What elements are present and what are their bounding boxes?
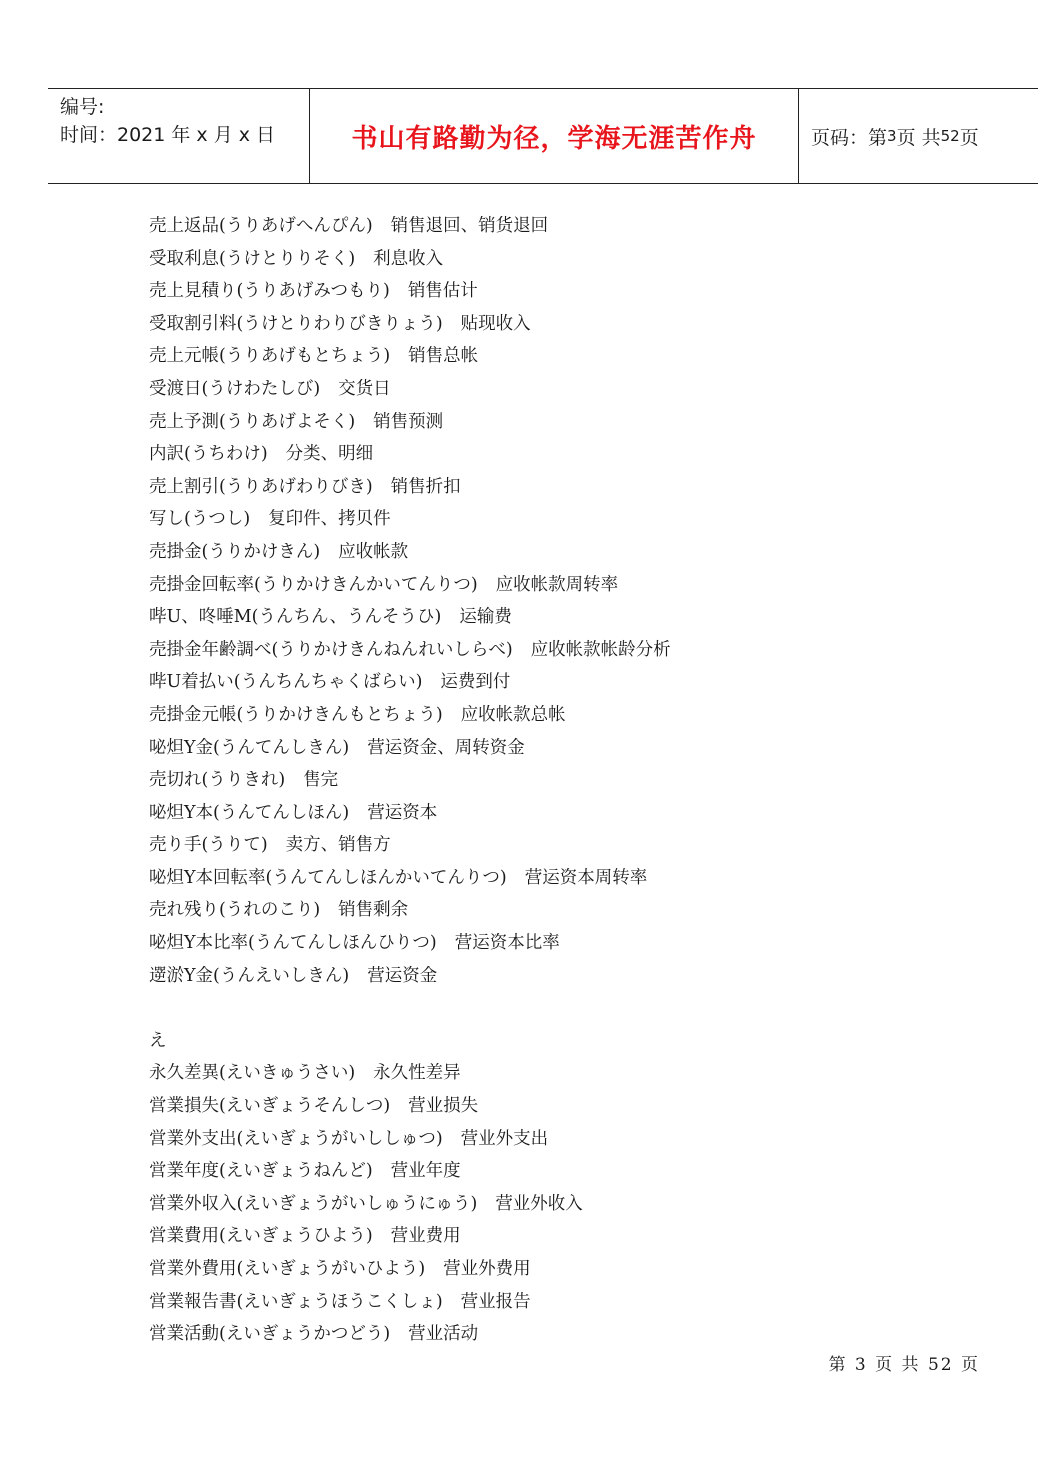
entry-meaning: 销售折扣 [390,476,461,497]
glossary-entry [149,666,1009,699]
entry-term: 咇炟Y金(うんてんしきん) [149,737,350,758]
glossary-entry [149,308,1009,341]
entry-term: 永久差異(えいきゅうさい) [149,1063,356,1084]
entry-meaning: 营业报告 [460,1291,531,1312]
page-header [48,88,1038,184]
entry-meaning: 营业外支出 [460,1128,549,1149]
glossary-entry [149,732,1009,765]
entry-meaning: 分类、明细 [285,444,374,465]
entry-meaning: 利息收入 [373,248,444,269]
entry-term: 営業年度(えいぎょうねんど) [149,1161,373,1182]
entry-meaning: 贴现收入 [460,313,531,334]
entry-term: 内訳(うちわけ) [149,444,268,465]
glossary-entry [149,1286,1009,1319]
entry-term: 営業費用(えいぎょうひよう) [149,1226,373,1247]
glossary-list-u [149,210,1009,992]
entry-meaning: 营运资金 [367,965,438,986]
entry-term: 営業外支出(えいぎょうがいししゅつ) [149,1128,443,1149]
entry-meaning: 营运资本比率 [454,933,560,954]
glossary-entry [149,797,1009,830]
entry-meaning: 应收帐款总帐 [460,704,566,725]
entry-meaning: 营业损失 [408,1096,479,1117]
entry-term: 咇炟Y本回転率(うんてんしほんかいてんりつ) [149,867,507,888]
entry-meaning: 运费到付 [440,672,511,693]
footer-prefix: 第 [828,1355,848,1375]
entry-meaning: 复印件、拷贝件 [268,509,391,530]
entry-meaning: 营业活动 [408,1324,479,1345]
entry-meaning: 营业年度 [390,1161,461,1182]
footer-page-total: 52 [927,1355,954,1375]
entry-term: 売切れ(うりきれ) [149,770,286,791]
entry-meaning: 运输费 [459,607,512,628]
entry-meaning: 销售估计 [407,281,478,302]
page-mid: 页 共 [896,126,941,149]
entry-term: 売り手(うりて) [149,835,268,856]
glossary-list-e [149,1057,1009,1350]
entry-term: 売上予測(うりあげよそく) [149,411,356,432]
entry-term: 売上見積り(うりあげみつもり) [149,281,390,302]
entry-meaning: 销售预测 [373,411,444,432]
glossary-entry [149,1057,1009,1090]
glossary-entry [149,503,1009,536]
entry-term: 売上元帳(うりあげもとちょう) [149,346,391,367]
glossary-entry [149,275,1009,308]
entry-meaning: 交货日 [338,378,391,399]
page-number: 3 [887,127,897,145]
header-meta [48,89,310,183]
glossary-entry [149,569,1009,602]
entry-term: 営業活動(えいぎょうかつどう) [149,1324,391,1345]
page-suffix: 页 [959,126,979,149]
entry-term: 売上割引(うりあげわりびき) [149,476,373,497]
entry-term: 咇炟Y本比率(うんてんしほんひりつ) [149,933,437,954]
footer-suffix: 页 [961,1355,980,1375]
entry-term: 売掛金元帳(うりかけきんもとちょう) [149,704,443,725]
entry-meaning: 营运资本 [367,802,438,823]
entry-term: 売掛金(うりかけきん) [149,541,321,562]
entry-term: 売上返品(うりあげへんぴん) [149,216,373,236]
entry-term: 受取割引料(うけとりわりびきりょう) [149,313,443,334]
footer-page-number: 3 [854,1355,868,1375]
glossary-entry [149,862,1009,895]
entry-term: 受取利息(うけとりりそく) [149,248,356,269]
entry-meaning: 营业外费用 [443,1259,531,1279]
section-heading-e: え [149,1030,167,1051]
glossary-entry [149,1188,1009,1221]
entry-meaning: 销售剩余 [338,900,409,921]
section-spacer [149,992,1009,1025]
glossary-entry [149,960,1009,993]
entry-term: 売掛金回転率(うりかけきんかいてんりつ) [149,574,478,595]
glossary-entry [149,243,1009,276]
header-page-counter [799,89,1038,183]
entry-term: 写し(うつし) [149,509,251,530]
glossary-entry [149,829,1009,862]
page-footer [829,1350,981,1375]
entry-meaning: 永久性差异 [373,1063,461,1084]
entry-term: 受渡日(うけわたしび) [149,378,321,399]
glossary-entry [149,1155,1009,1188]
glossary-entry [149,634,1009,667]
entry-meaning: 营业费用 [390,1226,461,1247]
header-motto: 书山有路勤为径，学海无涯苦作舟 [310,89,799,183]
glossary-entry [149,699,1009,732]
entry-meaning: 销售总帐 [408,346,479,367]
glossary-content [149,210,1009,1351]
entry-meaning: 营运资金、周转资金 [367,737,525,758]
entry-term: 哔U着払い(うんちんちゃくばらい) [149,672,423,693]
document-date: 时间：2021 年 x 月 x 日 [60,124,276,146]
entry-term: 営業外費用(えいぎょうがいひよう) [149,1259,426,1279]
entry-term: 営業損失(えいぎょうそんしつ) [149,1096,391,1117]
entry-meaning: 营业外收入 [495,1193,583,1214]
entry-meaning: 应收帐款帐龄分析 [530,639,671,660]
entry-meaning: 应收帐款 [338,541,409,562]
glossary-entry [149,438,1009,471]
glossary-entry [149,1090,1009,1123]
entry-term: 営業報告書(えいぎょうほうこくしょ) [149,1291,443,1312]
entry-term: 営業外収入(えいぎょうがいしゅうにゅう) [149,1193,478,1214]
glossary-entry [149,601,1009,634]
entry-term: 哔U、咚唾M(うんちん、うんそうひ) [149,607,442,628]
glossary-entry [149,536,1009,569]
page-total: 52 [940,127,960,145]
glossary-entry [149,894,1009,927]
glossary-entry [149,210,1009,243]
entry-term: 咇炟Y本(うんてんしほん) [149,802,350,823]
glossary-entry [149,764,1009,797]
entry-meaning: 应收帐款周转率 [495,574,619,595]
entry-meaning: 营运资本周转率 [524,867,648,888]
glossary-entry [149,1123,1009,1156]
entry-term: 売れ残り(うれのこり) [149,900,321,921]
glossary-entry [149,927,1009,960]
glossary-entry [149,1253,1009,1286]
glossary-entry [149,471,1009,504]
entry-meaning: 销售退回、销货退回 [390,216,549,236]
document-number-label: 编号: [60,96,105,118]
entry-meaning: 售完 [303,770,339,791]
entry-term: 売掛金年齢調べ(うりかけきんねんれいしらべ) [149,639,513,660]
glossary-entry [149,373,1009,406]
entry-term: 遻淤Y金(うんえいしきん) [149,965,350,986]
entry-meaning: 卖方、销售方 [285,835,391,856]
page-prefix: 页码：第 [811,126,888,149]
glossary-entry [149,1318,1009,1351]
glossary-entry [149,1220,1009,1253]
footer-mid: 页 共 [875,1355,921,1375]
glossary-entry [149,340,1009,373]
glossary-entry [149,406,1009,439]
